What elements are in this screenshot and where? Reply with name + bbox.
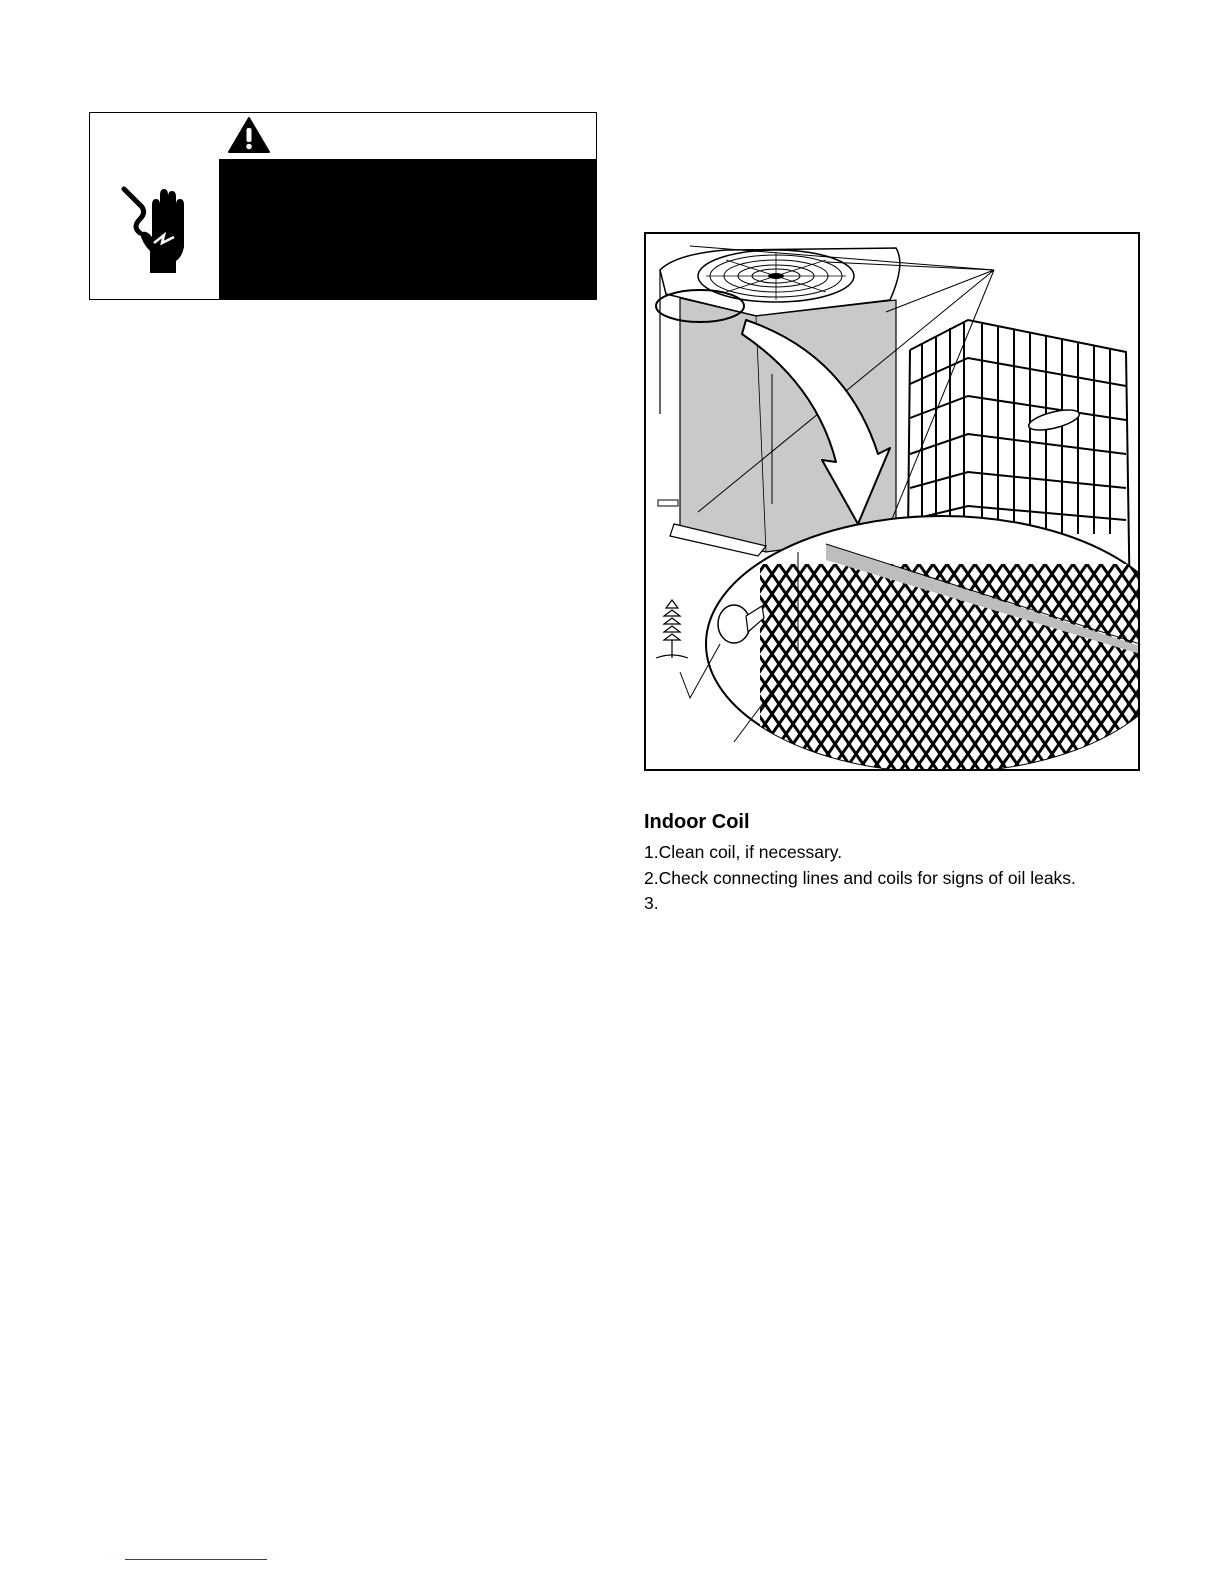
warning-message-panel — [220, 159, 596, 299]
item-text: Clean coil, if necessary. — [658, 842, 843, 862]
section-heading: Indoor Coil — [644, 811, 750, 833]
list-item — [644, 891, 1164, 917]
warning-header — [90, 113, 596, 160]
list-item — [644, 866, 1164, 892]
maintenance-list — [644, 840, 1164, 917]
footer-link-underline[interactable] — [125, 1559, 267, 1560]
warning-body — [90, 159, 596, 299]
indoor-coil-section — [644, 809, 1164, 917]
item-number: 1. — [644, 842, 659, 862]
item-text: Check connecting lines and coils for signs of oil leaks. — [658, 867, 1076, 888]
warning-triangle-icon — [227, 116, 271, 154]
outdoor-unit-coil-guard-illustration — [646, 234, 1140, 771]
electric-shock-hand-icon — [116, 181, 196, 277]
item-number: 3. — [644, 893, 659, 913]
warning-box — [89, 112, 597, 300]
coil-guard-figure — [644, 232, 1140, 771]
list-item — [644, 840, 1164, 866]
hazard-icon-cell — [90, 159, 220, 299]
item-number: 2. — [644, 867, 659, 888]
